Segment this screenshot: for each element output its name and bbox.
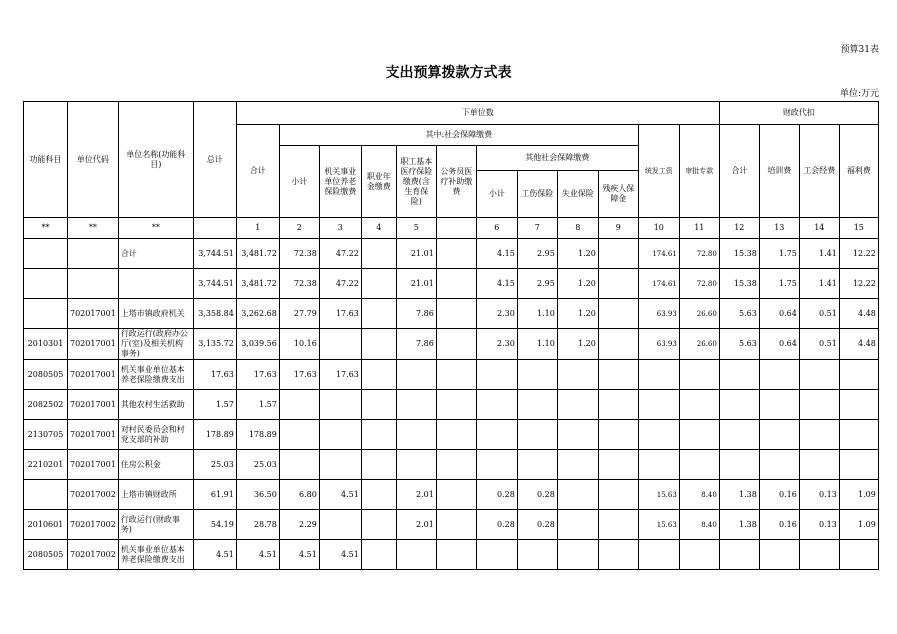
amount-cell [396, 540, 436, 570]
amount-cell [361, 420, 396, 450]
amount-cell [361, 299, 396, 329]
unit-name-cell: 上塔市镇政府机关 [118, 299, 193, 329]
unit-label: 单位:万元 [839, 89, 879, 99]
amount-cell: 28.78 [236, 510, 279, 540]
table-row [24, 420, 879, 450]
amount-cell [361, 269, 396, 299]
unit-code-cell: 702017001 [68, 299, 119, 329]
unit-code-cell: 702017002 [68, 540, 119, 570]
amount-cell: 3,744.51 [193, 269, 236, 299]
index-cell: ** [24, 218, 68, 239]
amount-cell: 2.01 [396, 480, 436, 510]
header-fiscal-total: 合计 [719, 125, 759, 218]
amount-cell: 3,481.72 [236, 269, 279, 299]
index-cell: 7 [517, 218, 557, 239]
amount-cell [436, 480, 476, 510]
amount-cell: 26.60 [679, 329, 719, 360]
index-cell: 11 [679, 218, 719, 239]
table-row [24, 329, 879, 360]
header-pension: 机关事业单位养老保险缴费 [319, 146, 361, 218]
amount-cell: 3,744.51 [193, 239, 236, 269]
func-code-cell [24, 480, 68, 510]
header-fiscal-deduction: 财政代扣 [719, 102, 878, 125]
index-cell: ** [118, 218, 193, 239]
header-subtotal: 合计 [236, 125, 279, 218]
func-code-cell [24, 299, 68, 329]
amount-cell [396, 420, 436, 450]
amount-cell: 63.93 [638, 329, 679, 360]
amount-cell [319, 329, 361, 360]
header-injury: 工伤保险 [517, 171, 557, 218]
amount-cell [598, 480, 638, 510]
amount-cell [598, 299, 638, 329]
amount-cell: 10.16 [279, 329, 319, 360]
amount-cell [719, 540, 759, 570]
header-disability: 残疾人保障金 [598, 171, 638, 218]
amount-cell: 17.63 [193, 360, 236, 390]
amount-cell: 1.20 [557, 299, 598, 329]
amount-cell: 1.20 [557, 329, 598, 360]
index-row [24, 218, 879, 239]
amount-cell [476, 420, 517, 450]
func-code-cell [24, 269, 68, 299]
amount-cell: 72.80 [679, 239, 719, 269]
amount-cell [436, 360, 476, 390]
unit-code-cell: 702017001 [68, 360, 119, 390]
unit-code-cell: 702017001 [68, 390, 119, 420]
amount-cell: 174.61 [638, 239, 679, 269]
amount-cell [436, 329, 476, 360]
amount-cell: 5.63 [719, 329, 759, 360]
amount-cell [279, 390, 319, 420]
unit-name-cell: 上塔市镇财政所 [118, 480, 193, 510]
func-code-cell: 2130705 [24, 420, 68, 450]
amount-cell [759, 540, 799, 570]
header-other-subtotal: 小计 [476, 171, 517, 218]
amount-cell [799, 540, 839, 570]
amount-cell [839, 390, 878, 420]
amount-cell [799, 420, 839, 450]
amount-cell [799, 360, 839, 390]
amount-cell: 1.09 [839, 480, 878, 510]
header-training: 培训费 [759, 125, 799, 218]
amount-cell: 21.01 [396, 239, 436, 269]
amount-cell [396, 360, 436, 390]
amount-cell [436, 510, 476, 540]
index-cell: 6 [476, 218, 517, 239]
amount-cell: 12.22 [839, 239, 878, 269]
amount-cell [517, 540, 557, 570]
amount-cell: 178.89 [236, 420, 279, 450]
amount-cell [517, 360, 557, 390]
amount-cell: 1.20 [557, 239, 598, 269]
header-unemployment: 失业保险 [557, 171, 598, 218]
index-cell: 10 [638, 218, 679, 239]
unit-code-cell [68, 239, 119, 269]
amount-cell [557, 420, 598, 450]
func-code-cell [24, 239, 68, 269]
amount-cell [598, 390, 638, 420]
amount-cell: 72.80 [679, 269, 719, 299]
amount-cell: 1.57 [193, 390, 236, 420]
header-func-code: 功能科目 [24, 102, 68, 218]
table-row [24, 390, 879, 420]
amount-cell [557, 390, 598, 420]
unit-name-cell: 其他农村生活救助 [118, 390, 193, 420]
table-body [24, 239, 879, 570]
table-row [24, 540, 879, 570]
amount-cell: 1.41 [799, 239, 839, 269]
amount-cell [598, 420, 638, 450]
amount-cell: 4.48 [839, 299, 878, 329]
amount-cell [279, 450, 319, 480]
amount-cell: 25.03 [236, 450, 279, 480]
amount-cell [436, 299, 476, 329]
amount-cell [361, 480, 396, 510]
page-title: 支出预算拨款方式表 [385, 65, 512, 81]
amount-cell [436, 239, 476, 269]
index-cell: 3 [319, 218, 361, 239]
amount-cell: 1.10 [517, 299, 557, 329]
amount-cell: 0.51 [799, 329, 839, 360]
amount-cell [638, 360, 679, 390]
amount-cell: 61.91 [193, 480, 236, 510]
unit-name-cell: 机关事业单位基本养老保险缴费支出 [118, 540, 193, 570]
amount-cell [476, 390, 517, 420]
amount-cell: 36.50 [236, 480, 279, 510]
unit-code-cell: 702017002 [68, 480, 119, 510]
index-cell: 4 [361, 218, 396, 239]
amount-cell: 4.51 [279, 540, 319, 570]
amount-cell: 1.20 [557, 269, 598, 299]
amount-cell: 2.30 [476, 329, 517, 360]
amount-cell: 72.38 [279, 239, 319, 269]
amount-cell [719, 360, 759, 390]
amount-cell: 21.01 [396, 269, 436, 299]
amount-cell [319, 390, 361, 420]
amount-cell [839, 420, 878, 450]
amount-cell [279, 420, 319, 450]
header-social-security: 其中:社会保障缴费 [279, 125, 638, 146]
amount-cell [638, 420, 679, 450]
amount-cell: 26.60 [679, 299, 719, 329]
amount-cell: 1.41 [799, 269, 839, 299]
amount-cell: 25.03 [193, 450, 236, 480]
unit-name-cell: 住房公积金 [118, 450, 193, 480]
amount-cell: 17.63 [236, 360, 279, 390]
amount-cell [839, 450, 878, 480]
table-row [24, 360, 879, 390]
amount-cell [679, 420, 719, 450]
unit-code-cell: 702017002 [68, 510, 119, 540]
unit-name-cell: 对村民委员会和村党支部的补助 [118, 420, 193, 450]
header-union: 工会经费 [799, 125, 839, 218]
table-row [24, 299, 879, 329]
header-unit-name: 单位名称(功能科目) [118, 102, 193, 218]
amount-cell [361, 450, 396, 480]
amount-cell [476, 450, 517, 480]
index-cell: 13 [759, 218, 799, 239]
amount-cell: 12.22 [839, 269, 878, 299]
func-code-cell: 2080505 [24, 540, 68, 570]
amount-cell [557, 360, 598, 390]
index-cell: 2 [279, 218, 319, 239]
amount-cell: 0.16 [759, 510, 799, 540]
amount-cell: 178.89 [193, 420, 236, 450]
budget-table [23, 101, 879, 570]
amount-cell: 47.22 [319, 269, 361, 299]
header-other-social: 其他社会保障缴费 [476, 146, 638, 171]
header-salary: 统发工资 [638, 125, 679, 218]
amount-cell: 3,481.72 [236, 239, 279, 269]
amount-cell: 17.63 [319, 360, 361, 390]
amount-cell [679, 450, 719, 480]
index-cell: 14 [799, 218, 839, 239]
amount-cell: 4.15 [476, 269, 517, 299]
amount-cell [436, 390, 476, 420]
amount-cell [319, 420, 361, 450]
amount-cell: 8.40 [679, 510, 719, 540]
header-welfare: 福利费 [839, 125, 878, 218]
amount-cell [759, 420, 799, 450]
amount-cell: 0.28 [476, 480, 517, 510]
amount-cell: 72.38 [279, 269, 319, 299]
header-unit-code: 单位代码 [68, 102, 119, 218]
amount-cell: 0.51 [799, 299, 839, 329]
index-cell: 9 [598, 218, 638, 239]
amount-cell: 7.86 [396, 299, 436, 329]
amount-cell [319, 450, 361, 480]
table-row [24, 480, 879, 510]
amount-cell [517, 390, 557, 420]
amount-cell [598, 269, 638, 299]
index-cell [436, 218, 476, 239]
amount-cell [839, 360, 878, 390]
table-row [24, 269, 879, 299]
header-social-subtotal: 小计 [279, 146, 319, 218]
amount-cell: 63.93 [638, 299, 679, 329]
amount-cell [436, 269, 476, 299]
amount-cell [361, 540, 396, 570]
amount-cell [517, 420, 557, 450]
amount-cell [799, 390, 839, 420]
amount-cell [361, 329, 396, 360]
amount-cell [638, 540, 679, 570]
func-code-cell: 2010601 [24, 510, 68, 540]
amount-cell [319, 510, 361, 540]
unit-code-cell: 702017001 [68, 450, 119, 480]
amount-cell: 54.19 [193, 510, 236, 540]
header-civil-medical: 公务员医疗补助缴费 [436, 146, 476, 218]
amount-cell [799, 450, 839, 480]
amount-cell [436, 540, 476, 570]
amount-cell [719, 420, 759, 450]
amount-cell: 1.38 [719, 510, 759, 540]
amount-cell [598, 450, 638, 480]
amount-cell [476, 360, 517, 390]
amount-cell: 0.28 [517, 510, 557, 540]
amount-cell [598, 239, 638, 269]
index-cell: 12 [719, 218, 759, 239]
amount-cell: 4.15 [476, 239, 517, 269]
amount-cell [517, 450, 557, 480]
amount-cell: 3,358.84 [193, 299, 236, 329]
amount-cell: 47.22 [319, 239, 361, 269]
amount-cell: 3,262.68 [236, 299, 279, 329]
amount-cell [839, 540, 878, 570]
index-cell: ** [68, 218, 119, 239]
func-code-cell: 2082502 [24, 390, 68, 420]
amount-cell: 0.28 [476, 510, 517, 540]
header-approved-funds: 审批专款 [679, 125, 719, 218]
amount-cell: 17.63 [319, 299, 361, 329]
amount-cell [638, 390, 679, 420]
amount-cell: 15.38 [719, 239, 759, 269]
header-annuity: 职业年金缴费 [361, 146, 396, 218]
amount-cell: 0.64 [759, 329, 799, 360]
amount-cell: 4.51 [319, 540, 361, 570]
amount-cell: 2.95 [517, 239, 557, 269]
amount-cell: 8.40 [679, 480, 719, 510]
amount-cell [361, 360, 396, 390]
amount-cell [557, 510, 598, 540]
index-cell: 8 [557, 218, 598, 239]
amount-cell [598, 329, 638, 360]
table-row [24, 450, 879, 480]
func-code-cell: 2080505 [24, 360, 68, 390]
amount-cell [396, 390, 436, 420]
index-cell: 5 [396, 218, 436, 239]
amount-cell: 1.38 [719, 480, 759, 510]
amount-cell: 174.61 [638, 269, 679, 299]
amount-cell: 5.63 [719, 299, 759, 329]
amount-cell [679, 360, 719, 390]
amount-cell: 2.30 [476, 299, 517, 329]
header-medical: 职工基本医疗保险缴费(含生育保险) [396, 146, 436, 218]
amount-cell [361, 390, 396, 420]
header-lower-units: 下单位数 [236, 102, 719, 125]
table-row [24, 510, 879, 540]
amount-cell: 17.63 [279, 360, 319, 390]
amount-cell: 6.80 [279, 480, 319, 510]
amount-cell [759, 360, 799, 390]
amount-cell: 7.86 [396, 329, 436, 360]
table-header [24, 102, 879, 239]
amount-cell [557, 450, 598, 480]
amount-cell [476, 540, 517, 570]
func-code-cell: 2010301 [24, 329, 68, 360]
index-cell [193, 218, 236, 239]
amount-cell: 15.38 [719, 269, 759, 299]
amount-cell [719, 390, 759, 420]
amount-cell: 1.75 [759, 269, 799, 299]
amount-cell [361, 510, 396, 540]
amount-cell: 2.01 [396, 510, 436, 540]
amount-cell [719, 450, 759, 480]
amount-cell [436, 420, 476, 450]
amount-cell [679, 540, 719, 570]
amount-cell [598, 540, 638, 570]
amount-cell: 3,135.72 [193, 329, 236, 360]
amount-cell [557, 540, 598, 570]
func-code-cell: 2210201 [24, 450, 68, 480]
amount-cell: 4.48 [839, 329, 878, 360]
amount-cell [759, 390, 799, 420]
amount-cell [759, 450, 799, 480]
amount-cell [361, 239, 396, 269]
amount-cell: 1.75 [759, 239, 799, 269]
index-cell: 15 [839, 218, 878, 239]
amount-cell: 0.28 [517, 480, 557, 510]
table-row [24, 239, 879, 269]
amount-cell: 3,039.56 [236, 329, 279, 360]
amount-cell: 0.16 [759, 480, 799, 510]
amount-cell: 1.10 [517, 329, 557, 360]
amount-cell: 4.51 [193, 540, 236, 570]
unit-code-cell [68, 269, 119, 299]
header-total: 总计 [193, 102, 236, 218]
amount-cell [679, 390, 719, 420]
unit-name-cell [118, 269, 193, 299]
amount-cell: 1.09 [839, 510, 878, 540]
amount-cell: 2.95 [517, 269, 557, 299]
amount-cell: 0.64 [759, 299, 799, 329]
index-cell: 1 [236, 218, 279, 239]
amount-cell [638, 450, 679, 480]
amount-cell: 27.79 [279, 299, 319, 329]
unit-code-cell: 702017001 [68, 420, 119, 450]
amount-cell: 15.63 [638, 480, 679, 510]
unit-code-cell: 702017001 [68, 329, 119, 360]
unit-name-cell: 行政运行(政府办公厅(室)及相关机构事务) [118, 329, 193, 360]
amount-cell: 15.63 [638, 510, 679, 540]
amount-cell: 2.29 [279, 510, 319, 540]
amount-cell [436, 450, 476, 480]
amount-cell: 0.13 [799, 510, 839, 540]
form-number: 预算31表 [840, 45, 879, 55]
amount-cell: 4.51 [319, 480, 361, 510]
amount-cell [598, 510, 638, 540]
amount-cell: 4.51 [236, 540, 279, 570]
amount-cell [598, 360, 638, 390]
unit-name-cell: 行政运行(财政事务) [118, 510, 193, 540]
unit-name-cell: 合计 [118, 239, 193, 269]
amount-cell [396, 450, 436, 480]
amount-cell [557, 480, 598, 510]
unit-name-cell: 机关事业单位基本养老保险缴费支出 [118, 360, 193, 390]
amount-cell: 1.57 [236, 390, 279, 420]
amount-cell: 0.13 [799, 480, 839, 510]
